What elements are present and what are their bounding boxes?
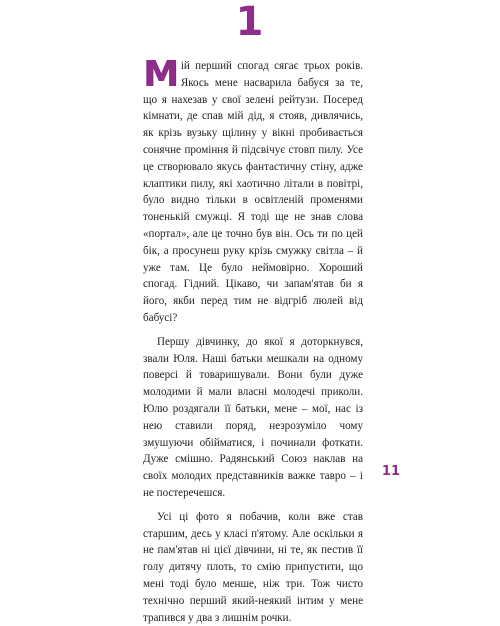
paragraph-1 xyxy=(143,54,363,327)
page-number: 11 xyxy=(381,464,400,479)
paragraph-1-text: ій перший спогад сягає трьох років. Якось мене насварила бабуся за те, що я нахезав у свої зелені рейтузи. Посеред кімнати, де спав мій дід, я стояв, дивлячись, як крізь вузьку щілину у вікні пробивається сонячне проміння й підсвічує стовп пилу. Усе це створювало якусь фантастичну стіну, адже клаптики пилу, які хаотично літали в повітрі, було видно тільки в освітленій променями тоненькій смужці. Я тоді ще не знав слова «портал», але це точно був він. Ось ти по цей бік, а просунеш руку крізь смужку світла – й уже там. Це було неймовірно. Хороший спогад. Гідний. Цікаво, чи запам'ятав би я його, якби перед тим не відгріб люлей від бабусі? xyxy=(143,60,363,324)
drop-cap: М xyxy=(143,54,178,95)
paragraph-3: Усі ці фото я побачив, коли вже став старшим, десь у класі п'ятому. Але оскільки я не пам'ятав ні цієї дівчини, ні те, як пестив її голу дитячу плоть, то смію припустити, що мені тоді було менше, ніж три. Тож чисто технічно перший який-неякий інтим у мене трапився у два з лишнім рочки. xyxy=(143,510,363,624)
chapter-number: 1 xyxy=(235,0,265,45)
paragraph-2: Першу дівчинку, до якої я доторкнувся, звали Юля. Наші батьки мешкали на одному поверсі й товаришували. Вони були дуже молодими й мали власні молодечі приколи. Юлю роздягали її батьки, мене – мої, нас із нею ставили поряд, незрозуміло чому змушуючи обійматися, і починали фоткати. Дуже смішно. Радянський Союз наклав на своїх молодих представників важке тавро – і не постеречешся. xyxy=(143,335,363,499)
chapter-body xyxy=(143,54,363,626)
